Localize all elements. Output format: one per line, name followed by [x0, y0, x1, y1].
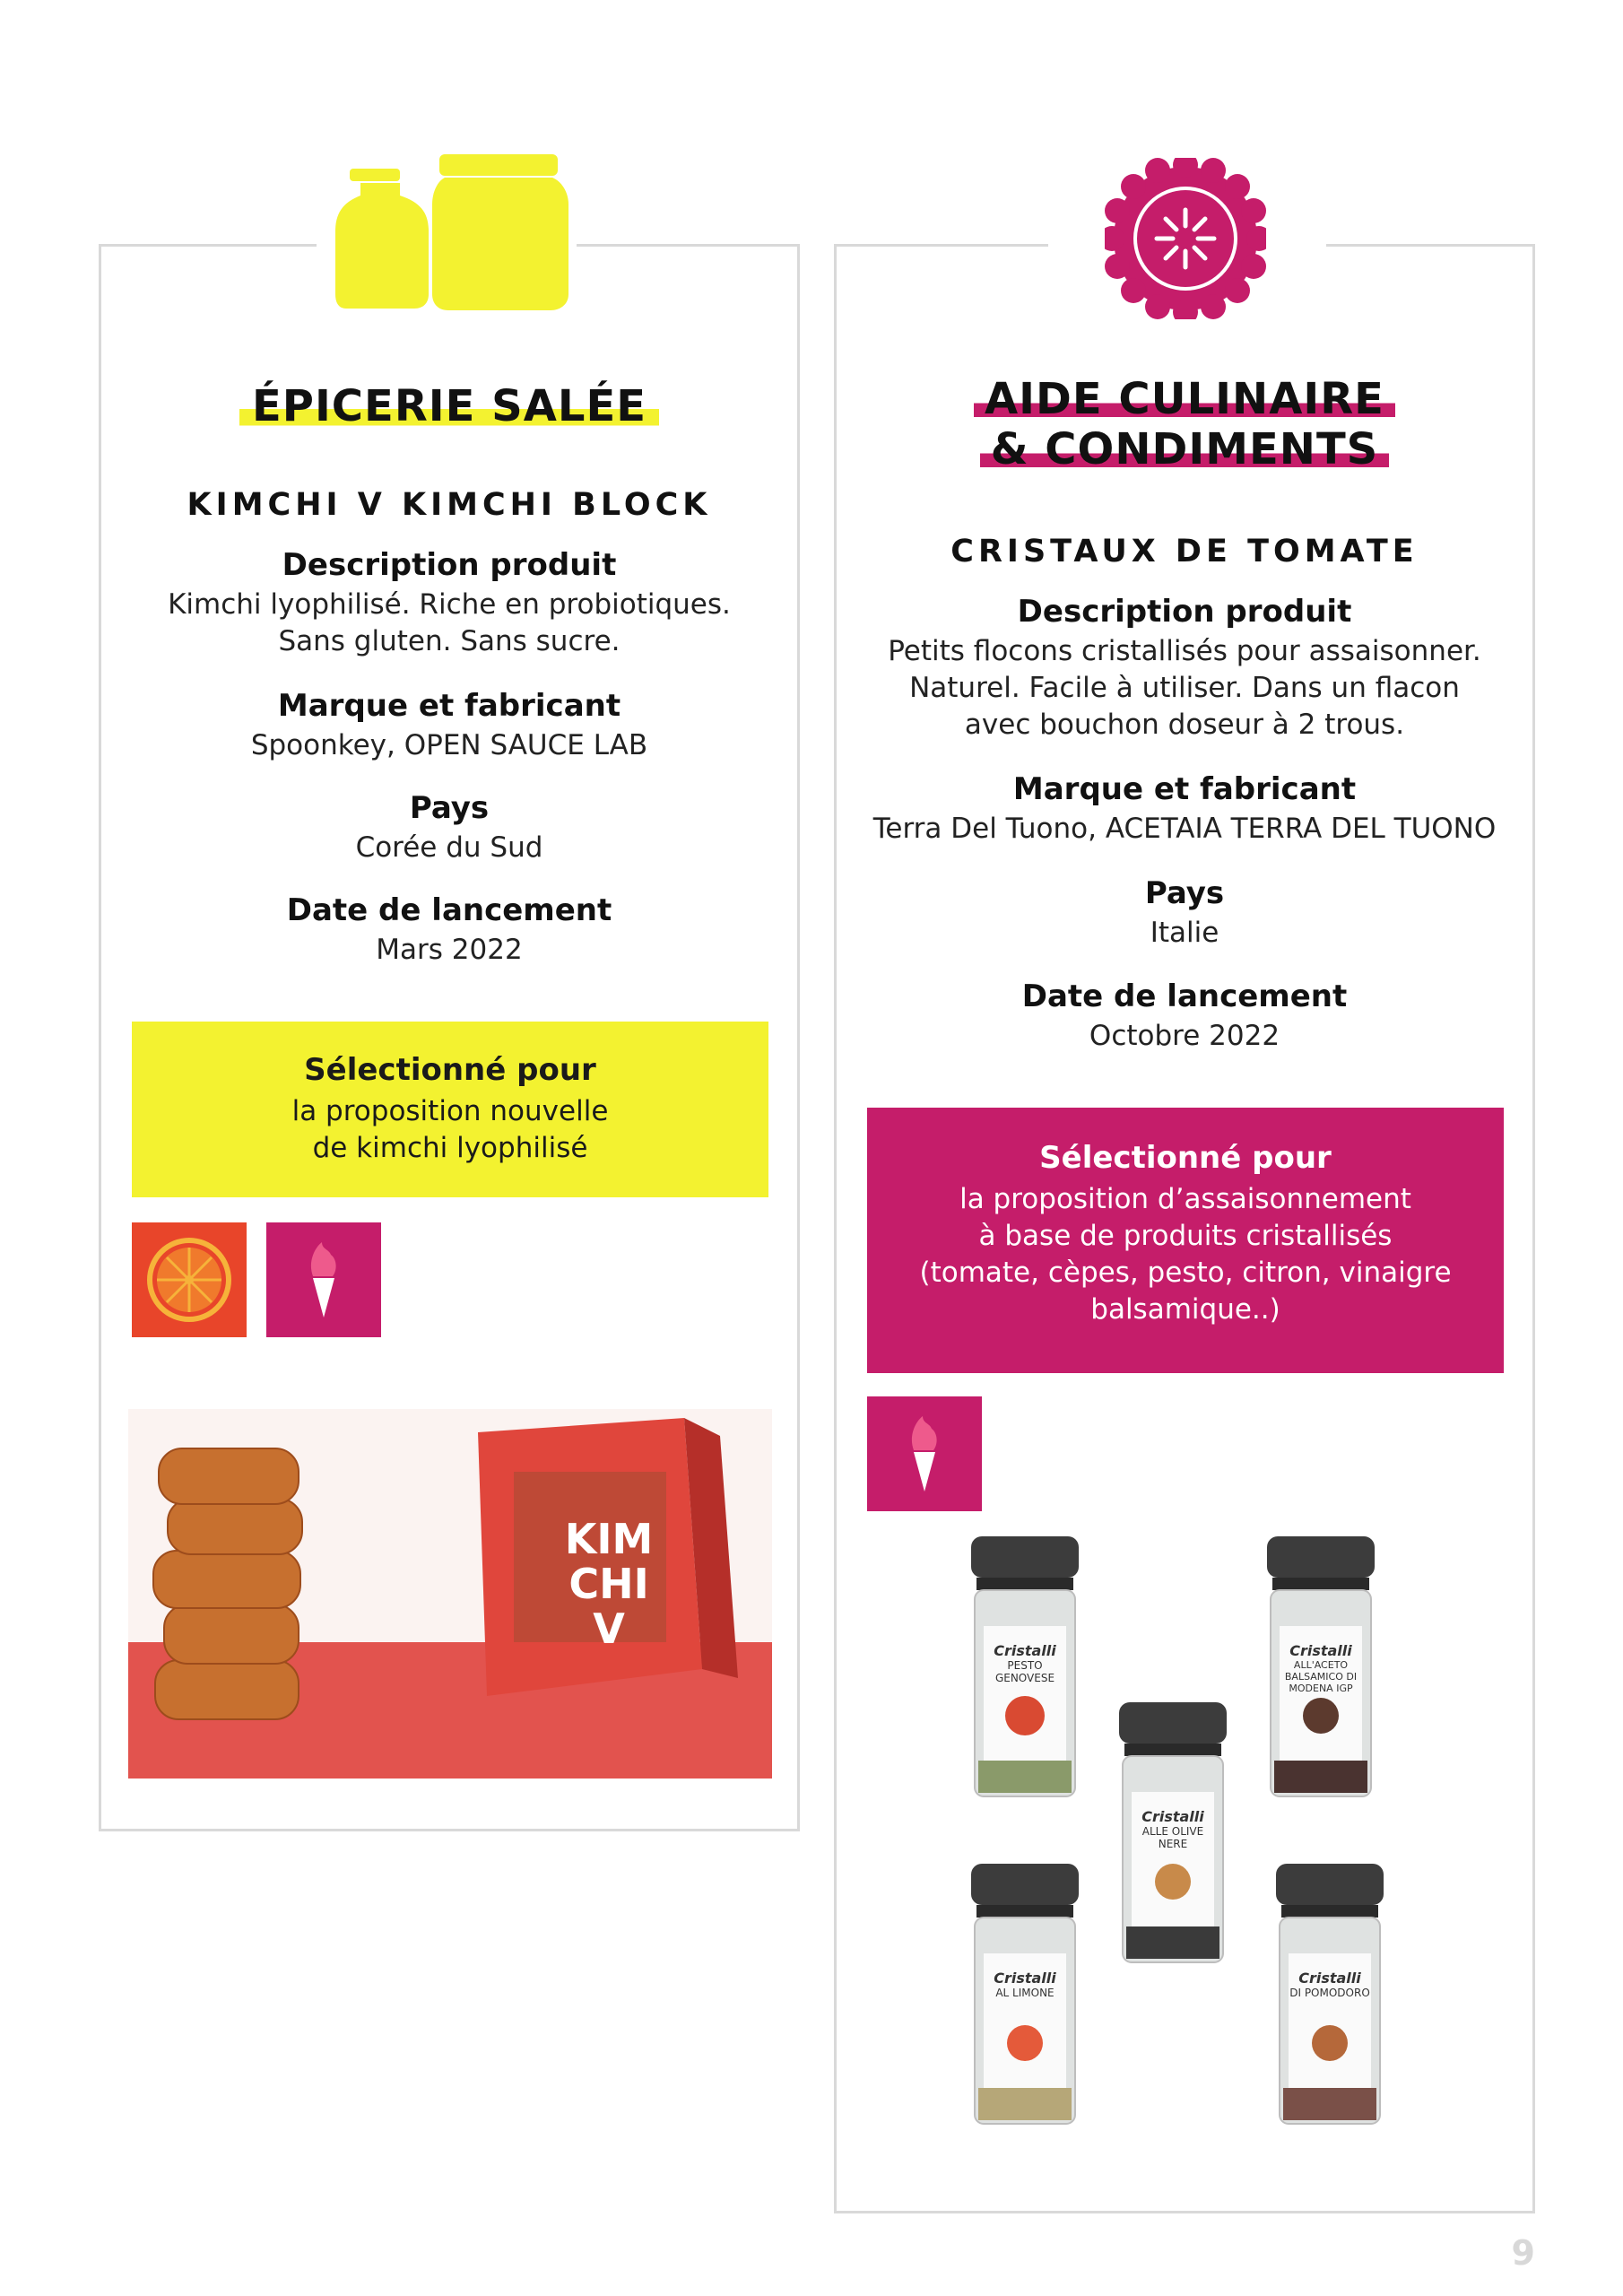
jar-flavor: ALL'ACETO BALSAMICO DI MODENA IGP: [1284, 1659, 1358, 1694]
brand-label: Marque et fabricant: [277, 688, 621, 724]
product-card-aide-culinaire: [834, 244, 1535, 2213]
box-text-line: KIM: [564, 1515, 654, 1563]
selection-line: balsamique..): [1090, 1293, 1280, 1326]
description-text: [837, 633, 1532, 744]
kimchi-product-image: [128, 1409, 772, 1779]
description-line: avec bouchon doseur à 2 trous.: [964, 709, 1405, 741]
ice-cream-icon: [867, 1396, 982, 1511]
launch-date-label: Date de lancement: [1021, 978, 1348, 1014]
product-name: KIMCHI V KIMCHI BLOCK: [187, 487, 712, 523]
jar-brand: Cristalli: [1298, 1970, 1361, 1987]
jar-flavor: PESTO GENOVESE: [994, 1659, 1055, 1684]
selection-title: Sélectionné pour: [304, 1052, 596, 1088]
jar-label: [984, 1642, 1066, 1684]
citrus-icon: [132, 1222, 247, 1337]
product-card-epicerie-salee: [99, 244, 800, 1831]
selection-line: (tomate, cèpes, pesto, citron, vinaigre: [919, 1257, 1452, 1289]
description-line: Petits flocons cristallisés pour assaisonner.: [888, 635, 1481, 667]
jar-brand: Cristalli: [994, 1642, 1056, 1659]
launch-date-label: Date de lancement: [286, 892, 612, 928]
launch-date-value: Octobre 2022: [1089, 1020, 1280, 1052]
selection-box: [132, 1022, 768, 1197]
jar-brand: Cristalli: [994, 1970, 1056, 1987]
jar-label: [984, 1970, 1066, 1999]
jar-flavor: DI POMODORO: [1289, 1987, 1370, 1999]
category-title: [837, 374, 1532, 474]
description-label: Description produit: [1017, 594, 1352, 630]
box-text-line: V: [593, 1605, 625, 1653]
jar-label: [1289, 1970, 1371, 1999]
page-number: 9: [1511, 2233, 1535, 2273]
country-label: Pays: [1144, 875, 1225, 911]
description-line: Naturel. Facile à utiliser. Dans un flacon: [909, 672, 1460, 704]
cristalli-jars-image: [971, 1536, 1419, 2164]
country-value: Italie: [1150, 917, 1219, 949]
ice-cream-icon: [266, 1222, 381, 1337]
country-label: Pays: [409, 790, 490, 826]
category-label: ÉPICERIE SALÉE: [239, 381, 659, 431]
seal-badge-icon: [1105, 158, 1266, 319]
product-name: CRISTAUX DE TOMATE: [950, 534, 1419, 570]
jar-flavor: ALLE OLIVE NERE: [1141, 1825, 1204, 1850]
launch-date-value: Mars 2022: [376, 934, 523, 966]
jar-flavor: AL LIMONE: [995, 1987, 1055, 1999]
country-value: Corée du Sud: [355, 831, 543, 864]
jars-icon: [334, 151, 568, 312]
jar-brand: Cristalli: [1289, 1642, 1352, 1659]
description-text: [101, 587, 797, 660]
description-line: Kimchi lyophilisé. Riche en probiotiques.: [168, 588, 731, 621]
box-text-line: CHI: [568, 1560, 649, 1608]
selection-line: de kimchi lyophilisé: [312, 1132, 588, 1164]
jar-label: [1280, 1642, 1362, 1694]
kimchi-box-text: [564, 1517, 654, 1651]
jar-label: [1132, 1808, 1214, 1850]
description-line: Sans gluten. Sans sucre.: [278, 625, 621, 657]
jar-brand: Cristalli: [1141, 1808, 1204, 1825]
selection-line: à base de produits cristallisés: [978, 1220, 1393, 1252]
category-label: & CONDIMENTS: [980, 424, 1390, 474]
category-label: AIDE CULINAIRE: [974, 374, 1395, 424]
description-label: Description produit: [282, 547, 617, 583]
brand-label: Marque et fabricant: [1012, 771, 1357, 807]
selection-line: la proposition d’assaisonnement: [959, 1183, 1411, 1215]
brand-value: Spoonkey, OPEN SAUCE LAB: [250, 729, 648, 761]
category-title: [101, 381, 797, 431]
selection-box: [867, 1108, 1504, 1373]
selection-line: la proposition nouvelle: [291, 1095, 609, 1127]
brand-value: Terra Del Tuono, ACETAIA TERRA DEL TUONO: [872, 813, 1497, 845]
selection-title: Sélectionné pour: [1039, 1140, 1332, 1176]
